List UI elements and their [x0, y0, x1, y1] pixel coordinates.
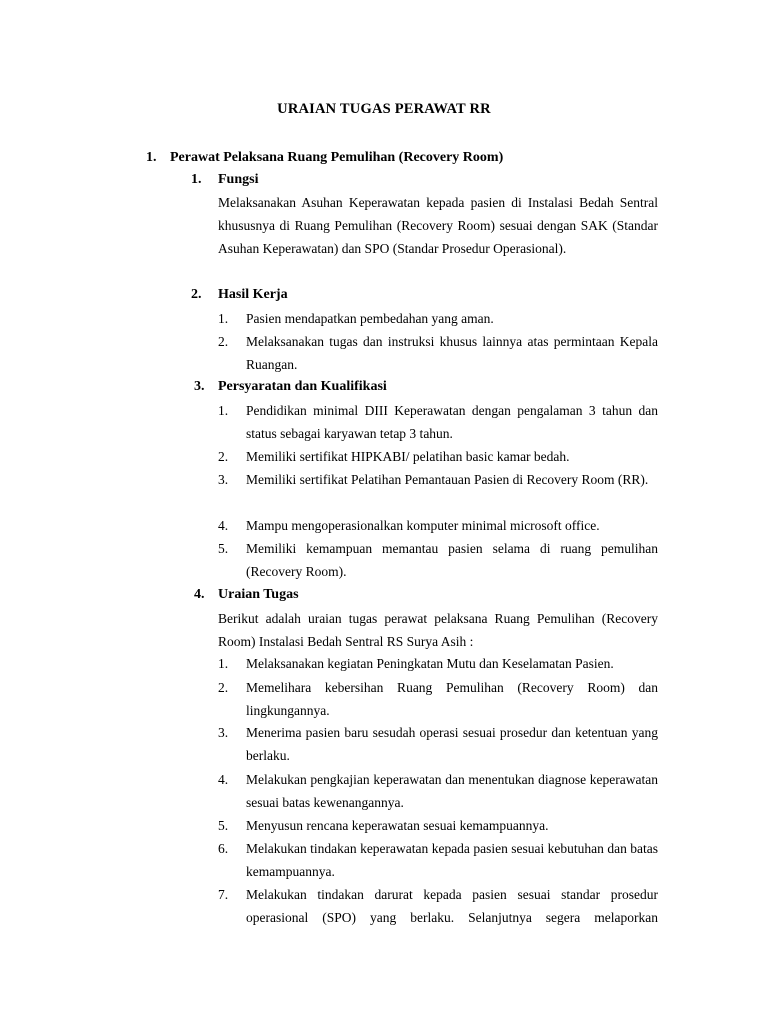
list-item-text: Menerima pasien baru sesudah operasi sesuai prosedur dan ketentuan yang berlaku.	[246, 725, 658, 763]
section-number: 1.	[191, 172, 202, 187]
list-item	[218, 676, 658, 722]
list-item	[218, 814, 658, 837]
list-item	[218, 837, 658, 883]
list-item-number: 4.	[218, 772, 229, 787]
section-title: Uraian Tugas	[218, 587, 299, 602]
list-item-text: Melakukan pengkajian keperawatan dan menentukan diagnose keperawatan sesuai batas kewenangannya.	[246, 772, 658, 810]
list-item-text: Memiliki sertifikat Pelatihan Pemantauan Pasien di Recovery Room (RR).	[246, 472, 649, 487]
section-heading-fungsi	[191, 170, 671, 190]
list-item-text: Melaksanakan kegiatan Peningkatan Mutu dan Keselamatan Pasien.	[246, 656, 614, 671]
list-item-number: 2.	[218, 680, 229, 695]
section-heading-persyaratan	[194, 377, 674, 397]
list-item	[218, 768, 658, 814]
list-item	[218, 883, 658, 929]
section-title: Fungsi	[218, 172, 259, 187]
section-number: 3.	[194, 379, 205, 394]
list-item-number: 1.	[218, 403, 229, 418]
chapter-heading	[146, 148, 503, 168]
list-item-text: Memiliki sertifikat HIPKABI/ pelatihan basic kamar bedah.	[246, 449, 570, 464]
list-item-text: Memiliki kemampuan memantau pasien selama di ruang pemulihan (Recovery Room).	[246, 541, 658, 579]
list-item-text: Pasien mendapatkan pembedahan yang aman.	[246, 311, 494, 326]
list-item-number: 2.	[218, 449, 229, 464]
list-item	[218, 721, 658, 767]
list-item-number: 4.	[218, 518, 229, 533]
list-item	[218, 399, 658, 445]
list-item	[218, 514, 658, 537]
list-item	[218, 330, 658, 376]
section-heading-hasil-kerja	[191, 285, 671, 305]
list-item-number: 1.	[218, 311, 229, 326]
section-heading-uraian-tugas	[194, 585, 674, 605]
list-item-text: Melaksanakan tugas dan instruksi khusus lainnya atas permintaan Kepala Ruangan.	[246, 334, 658, 372]
list-item-number: 2.	[218, 334, 229, 349]
document-title: URAIAN TUGAS PERAWAT RR	[277, 101, 491, 117]
list-item-number: 1.	[218, 656, 229, 671]
list-item-number: 5.	[218, 541, 229, 556]
section-title: Hasil Kerja	[218, 287, 288, 302]
list-item	[218, 537, 658, 583]
list-item-number: 6.	[218, 841, 229, 856]
section-title: Persyaratan dan Kualifikasi	[218, 379, 387, 394]
list-item-text: Melakukan tindakan keperawatan kepada pasien sesuai kebutuhan dan batas kemampuannya.	[246, 841, 658, 879]
chapter-number: 1.	[146, 150, 157, 165]
list-item-text: Melakukan tindakan darurat kepada pasien sesuai standar prosedur operasional (SPO) yang berlaku. Selanjutnya segera melaporkan	[246, 887, 658, 925]
fungsi-paragraph: Melaksanakan Asuhan Keperawatan kepada pasien di Instalasi Bedah Sentral khususnya di Ruang Pemulihan (Recovery Room) sesuai dengan SAK (Standar Asuhan Keperawatan) dan SPO (Standar Prosedur Operasional).	[218, 195, 658, 256]
uraian-intro-paragraph: Berikut adalah uraian tugas perawat pelaksana Ruang Pemulihan (Recovery Room) Instalasi Bedah Sentral RS Surya Asih :	[218, 611, 658, 649]
list-item-text: Menyusun rencana keperawatan sesuai kemampuannya.	[246, 818, 549, 833]
section-number: 2.	[191, 287, 202, 302]
list-item-text: Memelihara kebersihan Ruang Pemulihan (Recovery Room) dan lingkungannya.	[246, 680, 658, 718]
chapter-label: Perawat Pelaksana Ruang Pemulihan (Recovery Room)	[170, 150, 504, 165]
list-item	[218, 652, 658, 675]
list-item-text: Mampu mengoperasionalkan komputer minimal microsoft office.	[246, 518, 600, 533]
list-item	[218, 307, 658, 330]
list-item-text: Pendidikan minimal DIII Keperawatan dengan pengalaman 3 tahun dan status sebagai karyawan tetap 3 tahun.	[246, 403, 658, 441]
list-item	[218, 445, 658, 468]
list-item-number: 7.	[218, 887, 229, 902]
list-item-number: 3.	[218, 725, 229, 740]
section-number: 4.	[194, 587, 205, 602]
list-item-number: 5.	[218, 818, 229, 833]
list-item	[218, 468, 658, 491]
list-item-number: 3.	[218, 472, 229, 487]
